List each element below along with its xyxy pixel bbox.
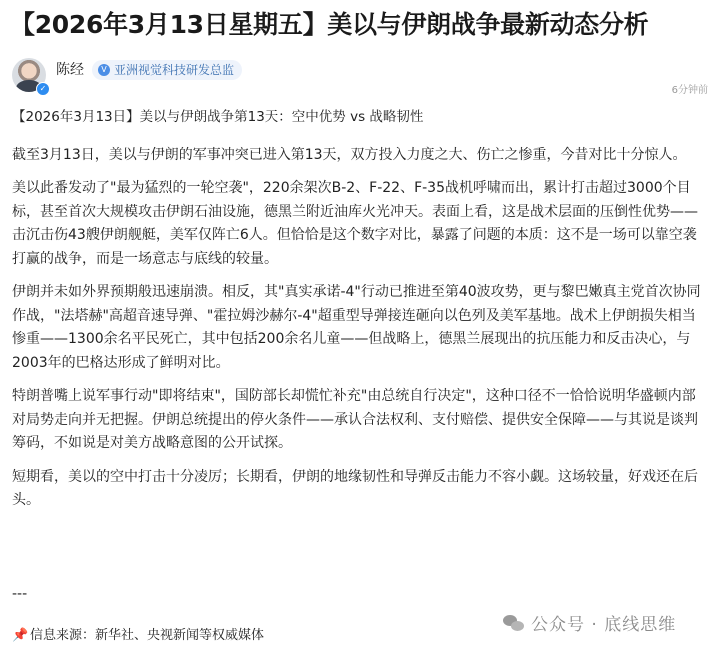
- article-paragraph-4: 特朗普嘴上说军事行动"即将结束"，国防部长却慌忙补充"由总统自行决定"，这种口径不一恰恰说明华盛顿内部对局势走向并无把握。伊朗总统提出的停火条件——承认合法权利、支付赔偿、提供安全保障——与其说是谈判筹码，不如说是对美方战略意图的公开试探。: [12, 388, 698, 451]
- author-title-badge: [92, 60, 242, 80]
- post-timestamp: 6分钟前: [671, 85, 708, 96]
- article-title: 【2026年3月13日星期五】美以与伊朗战争最新动态分析: [10, 10, 649, 39]
- separator-text: ---: [12, 586, 28, 602]
- article-paragraph-1: 截至3月13日，美以与伊朗的军事冲突已进入第13天，双方投入力度之大、伤亡之惨重，今昔对比十分惊人。: [12, 146, 687, 163]
- watermark: [503, 613, 676, 637]
- source-row: [12, 626, 264, 646]
- source-text: 信息来源：新华社、央视新闻等权威媒体: [30, 628, 265, 643]
- watermark-text: 公众号 · 底线思维: [531, 615, 677, 635]
- article-lead: 【2026年3月13日】美以与伊朗战争第13天：空中优势 vs 战略韧性: [12, 109, 424, 125]
- article-paragraph-3: 伊朗并未如外界预期般迅速崩溃。相反，其"真实承诺-4"行动已推进至第40波攻势，更与黎巴嫩真主党首次协同作战，"法塔赫"高超音速导弹、"霍拉姆沙赫尔-4"超重型导弹接连砸向以色列及美军基地。战术上伊朗损失相当惨重——1300余名平民死亡，其中包括200余名儿童——但战略上，德黑兰展现出的抗压能力和反击决心，与2003年的巴格达形成了鲜明对比。: [12, 284, 701, 371]
- article-paragraph-5: 短期看，美以的空中打击十分凌厉；长期看，伊朗的地缘韧性和导弹反击能力不容小觑。这场较量，好戏还在后头。: [12, 468, 698, 508]
- article-body: [12, 106, 708, 523]
- pushpin-icon: 📌: [12, 628, 29, 643]
- author-name[interactable]: 陈经: [56, 62, 84, 78]
- author-title-text: 亚洲视觉科技研发总监: [114, 63, 235, 77]
- wechat-icon: [503, 615, 525, 633]
- author-row: [12, 58, 708, 98]
- article-paragraph-2: 美以此番发动了"最为猛烈的一轮空袭"，220余架次B-2、F-22、F-35战机呼啸而出，累计打击超过3000个目标，甚至首次大规模攻击伊朗石油设施，德黑兰附近油库火光冲天。表面上看，这是战术层面的压倒性优势——击沉击伤43艘伊朗舰艇，美军仅阵亡6人。但恰恰是这个数字对比，暴露了问题的本质：这不是一场可以靠空袭打赢的战争，而是一场意志与底线的较量。: [12, 180, 698, 267]
- verified-icon: ✓: [36, 82, 50, 96]
- badge-v-icon: V: [98, 64, 110, 76]
